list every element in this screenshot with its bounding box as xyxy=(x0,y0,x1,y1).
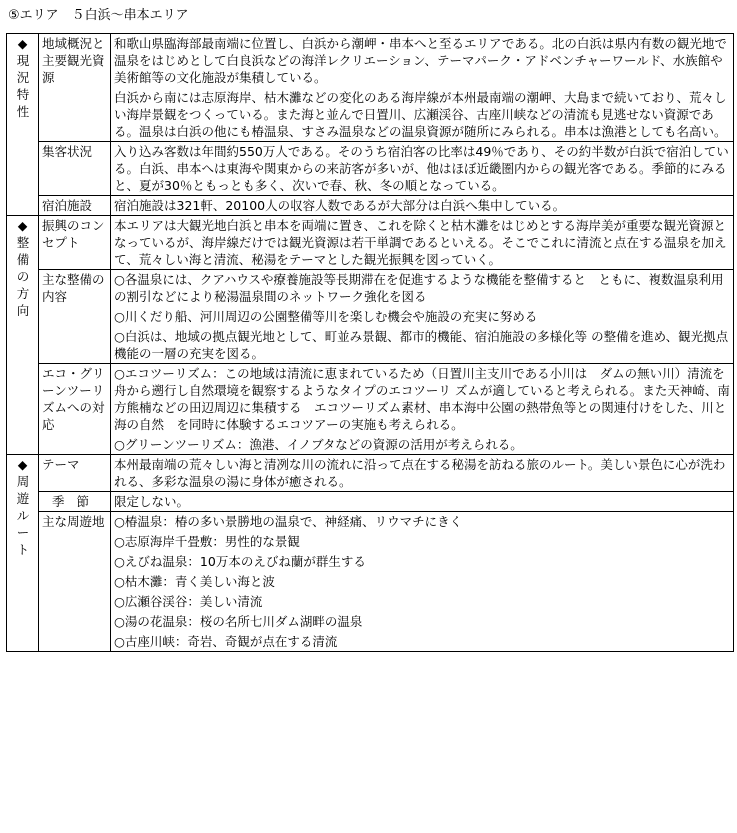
row-content xyxy=(111,492,734,512)
row-label: 地域概況と主要観光資源 xyxy=(39,34,111,142)
list-item: ○各温泉には、クアハウスや療養施設等長期滞在を促進するような機能を整備すると ともに、複数温泉利用の割引などにより秘湯温泉間のネットワーク強化を図る xyxy=(114,272,724,304)
row-content xyxy=(111,196,734,216)
area-table xyxy=(6,33,734,652)
table-row xyxy=(7,142,734,196)
row-content xyxy=(111,34,734,142)
section-heading: 整備の方向 xyxy=(16,235,30,318)
section-header-current xyxy=(7,34,39,216)
list-item: ○エコツーリズム：この地域は清流に恵まれているため（日置川主支川である小川は ダムの無い川）清流を舟から遡行し自然環境を観察するようなタイプのエコツーリ ズムが適していると考えられる。また天神崎、南方熊楠などの田辺周辺に集積する エコツーリズム素材、串本海中公園の熱帯魚等との関連付けをした、川と海の自然 を同時に体験するエコツアーの実施も考えられる。 xyxy=(114,366,730,432)
table-row xyxy=(7,492,734,512)
row-content xyxy=(111,142,734,196)
paragraph: 本州最南端の荒々しい海と清冽な川の流れに沿って点在する秘湯を訪ねる旅のルート。美しい景色に心が洗われる、多彩な温泉の湯に身体が癒される。 xyxy=(114,457,726,489)
table-row xyxy=(7,216,734,270)
table-row xyxy=(7,364,734,455)
section-heading: 現況特性 xyxy=(16,53,30,119)
list-item: ○白浜は、地域の拠点観光地として、町並み景観、都市的機能、宿泊施設の多様化等 の整備を進め、観光拠点機能の一層の充実を図る。 xyxy=(114,329,729,361)
row-content xyxy=(111,270,734,364)
row-label: 宿泊施設 xyxy=(39,196,111,216)
list-item: ○グリーンツーリズム：漁港、イノブタなどの資源の活用が考えられる。 xyxy=(114,437,523,452)
list-item: ○志原海岸千畳敷：男性的な景観 xyxy=(114,534,300,549)
row-label: エコ・グリーンツーリズムへの対応 xyxy=(39,364,111,455)
list-item: ○えびね温泉：10万本のえびね蘭が群生する xyxy=(114,554,366,569)
row-label: テーマ xyxy=(39,455,111,492)
diamond-bullet-icon: ◆ xyxy=(17,218,28,233)
table-row xyxy=(7,196,734,216)
table-row xyxy=(7,34,734,142)
row-label: 振興のコンセプト xyxy=(39,216,111,270)
row-content xyxy=(111,512,734,652)
row-label xyxy=(39,492,111,512)
row-content xyxy=(111,216,734,270)
paragraph: 和歌山県臨海部最南端に位置し、白浜から潮岬・串本へと至るエリアである。北の白浜は県内有数の観光地で温泉をはじめとして白良浜などの海洋レクリエーション、テーマパーク・アドベンチャーワールド、水族館や美術館等の文化施設が集積している。 xyxy=(114,36,727,85)
paragraph: 限定しない。 xyxy=(114,494,190,509)
list-item: ○広瀬谷渓谷：美しい清流 xyxy=(114,594,263,609)
paragraph: 宿泊施設は321軒、20100人の収容人数であるが大部分は白浜へ集中している。 xyxy=(114,198,566,213)
table-row xyxy=(7,455,734,492)
season-label: 季節 xyxy=(52,494,102,509)
table-row xyxy=(7,270,734,364)
row-content xyxy=(111,364,734,455)
row-content xyxy=(111,455,734,492)
list-item: ○椿温泉：椿の多い景勝地の温泉で、神経痛、リウマチにきく xyxy=(114,514,463,529)
section-heading: 周遊ルート xyxy=(16,474,30,557)
paragraph: 白浜から南には志原海岸、枯木灘などの変化のある海岸線が本州最南端の潮岬、大島まで続いており、荒々しい海岸景観をつくっている。また海と並んで日置川、広瀬渓谷、古座川峡などの清流も見逃せない資源である。温泉は白浜の他にも椿温泉、すさみ温泉などの温泉資源が随所にみられる。串本は漁港としても名高い。 xyxy=(114,90,727,139)
row-label: 主な整備の内容 xyxy=(39,270,111,364)
section-header-route xyxy=(7,455,39,652)
diamond-bullet-icon: ◆ xyxy=(17,457,28,472)
list-item: ○湯の花温泉：桜の名所七川ダム湖畔の温泉 xyxy=(114,614,363,629)
list-item: ○枯木灘：青く美しい海と波 xyxy=(114,574,275,589)
page-title: ⑤エリア ５白浜～串本エリア xyxy=(8,8,189,23)
diamond-bullet-icon: ◆ xyxy=(17,36,28,51)
list-item: ○川くだり船、河川周辺の公園整備等川を楽しむ機会や施設の充実に努める xyxy=(114,309,538,324)
row-label: 集客状況 xyxy=(39,142,111,196)
row-label: 主な周遊地 xyxy=(39,512,111,652)
table-row xyxy=(7,512,734,652)
paragraph: 入り込み客数は年間約550万人である。そのうち宿泊客の比率は49％であり、その約半数が白浜で宿泊している。白浜、串本へは東海や関東からの来訪客が多いが、他はほぼ近畿圏内からの観光客である。季節的にみると、夏が30％ともっとも多く、次いで春、秋、冬の順となっている。 xyxy=(114,144,729,193)
section-header-direction xyxy=(7,216,39,455)
paragraph: 本エリアは大観光地白浜と串本を両端に置き、これを除くと枯木灘をはじめとする海岸美が重要な観光資源となっているが、海岸線だけでは観光資源は若干単調であるといえる。そこでこれに清流と点在する温泉を加えて、荒々しい海と清流、秘湯をテーマとした観光振興を図っていく。 xyxy=(114,218,727,267)
list-item: ○古座川峡：奇岩、奇観が点在する清流 xyxy=(114,634,338,649)
